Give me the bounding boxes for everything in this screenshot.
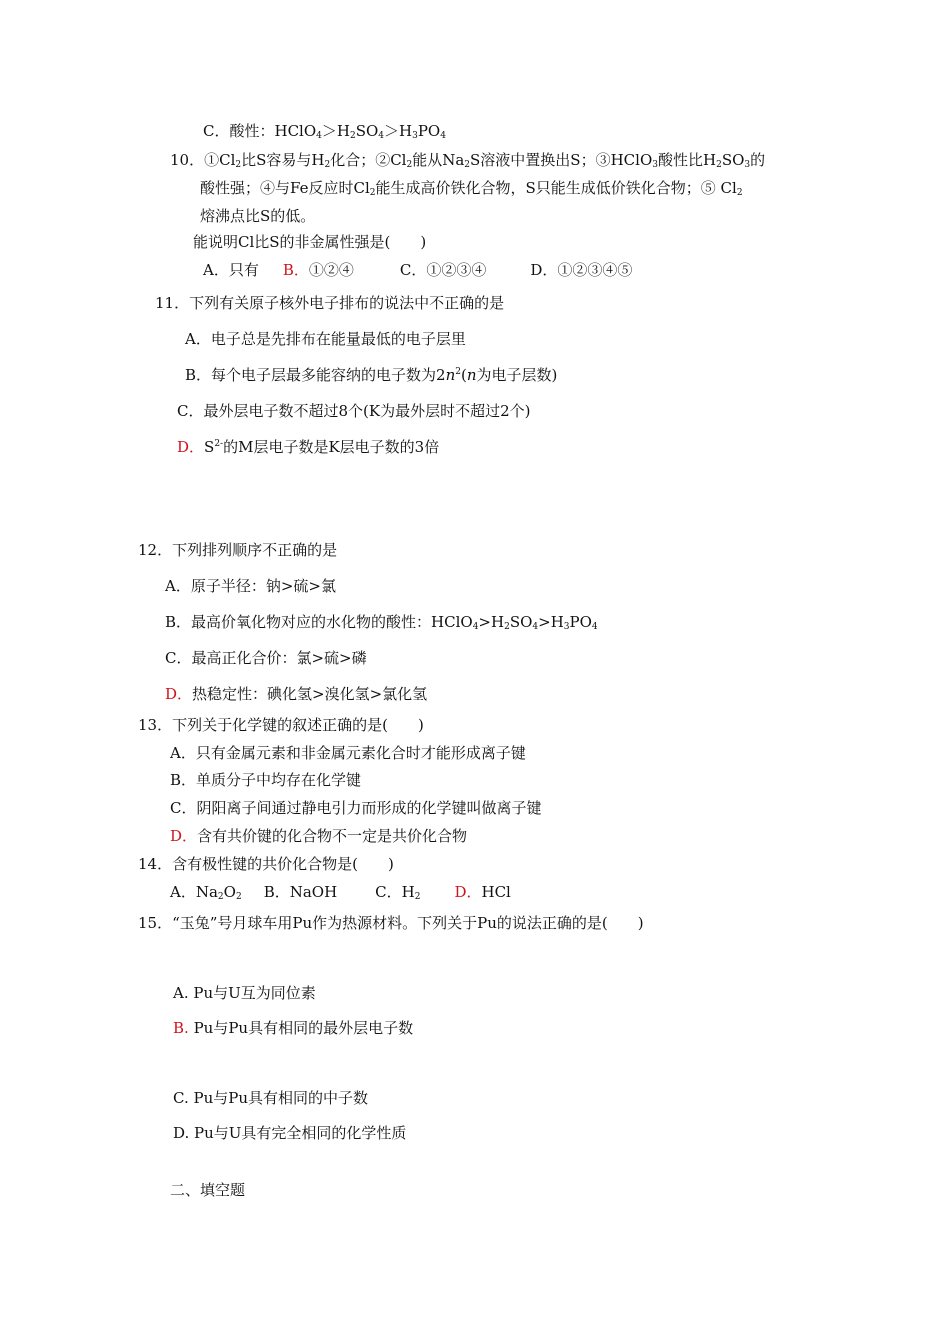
q14-option-b: B．NaOH xyxy=(263,883,338,901)
q10-option-c: C．①②③④ xyxy=(399,261,487,279)
q15-option-c: C. Pu与Pu具有相同的中子数 xyxy=(173,1089,368,1107)
q11-option-b: B．每个电子层最多能容纳的电子数为$2n^2(n$为电子层数) xyxy=(185,366,558,384)
q12-stem: 12．下列排列顺序不正确的是 xyxy=(138,541,338,559)
q14-stem: 14．含有极性键的共价化合物是( ) xyxy=(138,855,394,873)
q11-stem: 11．下列有关原子核外电子排布的说法中不正确的是 xyxy=(155,294,505,312)
q9-option-c: C．酸性：$HClO_4>H_2SO_4>H_3PO_4$ xyxy=(203,122,446,141)
q14-options xyxy=(170,882,511,902)
q10-line-2: 酸性强；④与Fe反应时$Cl_2$能生成高价铁化合物，S只能生成低价铁化合物；⑤ $Cl_2$ xyxy=(200,179,743,198)
q12-option-c: C．最高正化合价：氯>硫>磷 xyxy=(165,649,367,667)
q10-line-3: 熔沸点比S的低。 xyxy=(200,207,316,225)
q15-option-a: A. Pu与U互为同位素 xyxy=(173,984,316,1002)
q15-option-d: D. Pu与U具有完全相同的化学性质 xyxy=(173,1124,407,1142)
q15-option-b: B. Pu与Pu具有相同的最外层电子数 xyxy=(173,1019,414,1037)
q14-option-a: A．$Na_2O_2$ xyxy=(170,883,242,902)
section-heading: 二、填空题 xyxy=(170,1181,246,1199)
q14-option-d: HCl xyxy=(481,883,511,901)
q10-question: 能说明Cl比S的非金属性强是( ) xyxy=(193,233,427,251)
q12-option-b: B．最高价氧化物对应的水化物的酸性：$HClO_4>H_2SO_4>H_3PO_4$ xyxy=(165,613,598,632)
q13-option-a: A．只有金属元素和非金属元素化合时才能形成离子键 xyxy=(170,744,526,762)
q11-option-a: A．电子总是先排布在能量最低的电子层里 xyxy=(185,330,466,348)
q10-options xyxy=(203,260,632,280)
q13-option-b: B．单质分子中均存在化学键 xyxy=(170,771,362,789)
q10-option-a: A．只有 xyxy=(203,261,259,279)
q10-option-b: ①②④ xyxy=(308,261,354,279)
q11-option-d: D．$S^{2-}$的M层电子数是K层电子数的3倍 xyxy=(177,438,440,456)
q14-option-c: C．$H_2$ xyxy=(375,883,421,902)
q14-option-d-label: D． xyxy=(454,883,482,901)
q12-option-a: A．原子半径：钠>硫>氯 xyxy=(165,577,336,595)
q10-option-d: D．①②③④⑤ xyxy=(530,261,633,279)
q13-option-d: D．含有共价键的化合物不一定是共价化合物 xyxy=(170,827,468,845)
q13-option-c: C．阴阳离子间通过静电引力而形成的化学键叫做离子键 xyxy=(170,799,542,817)
q15-stem: 15．“玉兔”号月球车用Pu作为热源材料。下列关于Pu的说法正确的是( ) xyxy=(138,914,644,932)
q10-line-1: 10．$①Cl_2$比S容易与$H_2$化合；$②Cl_2$能从$Na_2S$溶液中置换出S；③HClO$_3$酸性比$H_2SO_3$的 xyxy=(170,151,766,170)
q11-option-c: C．最外层电子数不超过8个(K为最外层时不超过2个) xyxy=(177,402,531,420)
q13-stem: 13．下列关于化学键的叙述正确的是( ) xyxy=(138,716,424,734)
q12-option-d: D．热稳定性：碘化氢>溴化氢>氯化氢 xyxy=(165,685,428,703)
q10-option-b-label: B． xyxy=(282,261,309,279)
